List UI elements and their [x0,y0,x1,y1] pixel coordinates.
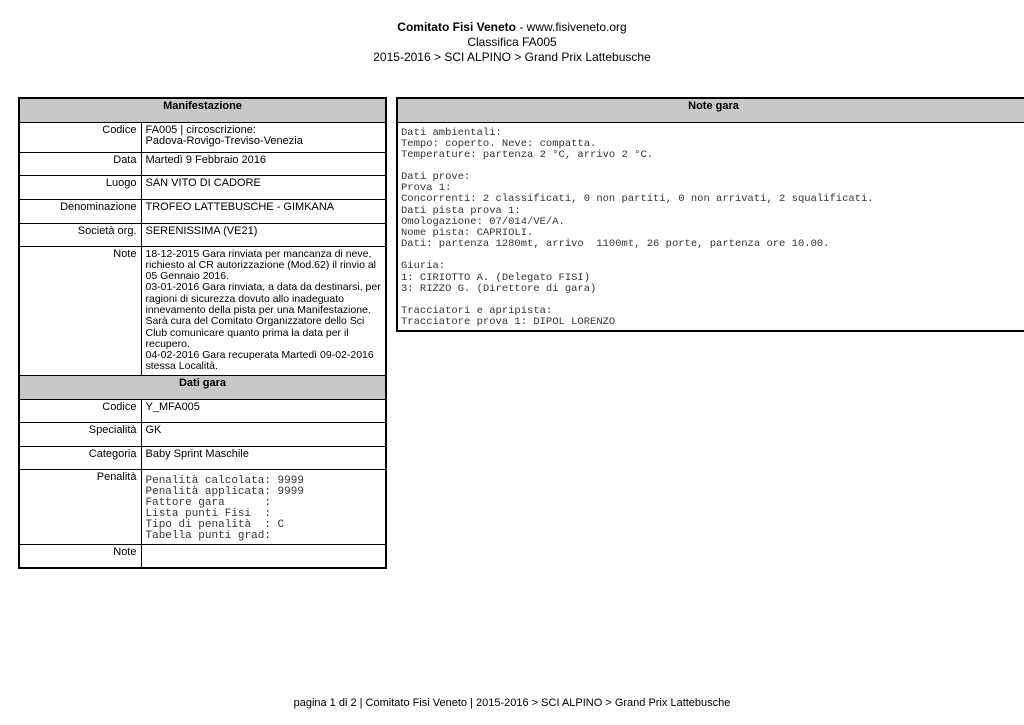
codice-value: FA005 | circoscrizione: Padova-Rovigo-Treviso-Venezia [141,122,386,152]
categoria-label: Categoria [19,446,141,469]
societa-label: Società org. [19,223,141,246]
gara-codice-value: Y_MFA005 [141,399,386,422]
categoria-value: Baby Sprint Maschile [141,446,386,469]
gara-codice-label: Codice [19,399,141,422]
denominazione-label: Denominazione [19,199,141,223]
societa-value: SERENISSIMA (VE21) [141,223,386,246]
header-title-line [0,20,1024,34]
note-value: 18-12-2015 Gara rinviata per mancanza di neve, richiesto al CR autorizzazione (Mod.62) il rinvio al 05 Gennaio 2016. 03-01-2016 Gara rinviata, a data da destinarsi, per ragioni di sicurezza dovuto allo inadeguato innevamento della pista per una Manifestazione. Sarà cura del Comitato Organizzatore dello Sci Club comunicare quanto prima la data per il recupero. 04-02-2016 Gara recuperata Martedì 09-02-2016 stessa Località. [141,246,386,375]
classifica-title: Classifica FA005 [467,35,557,49]
page-footer: pagina 1 di 2 | Comitato Fisi Veneto | 2015-2016 > SCI ALPINO > Grand Prix Lattebusche [293,697,731,709]
note-gara-heading: Note gara [397,98,1024,122]
denominazione-value: TROFEO LATTEBUSCHE - GIMKANA [141,199,386,223]
org-name: Comitato Fisi Veneto [397,20,516,34]
org-site: - www.fisiveneto.org [515,20,627,34]
specialita-value: GK [141,422,386,446]
gara-note-label: Note [19,544,141,568]
note-gara-table [396,97,1024,332]
data-label: Data [19,152,141,175]
note-label: Note [19,246,141,375]
manifestazione-table [18,97,387,569]
breadcrumb-path: 2015-2016 > SCI ALPINO > Grand Prix Lattebusche [373,50,651,64]
luogo-value: SAN VITO DI CADORE [141,175,386,199]
penalita-value: Penalità calcolata: 9999 Penalità applicata: 9999 Fattore gara : Lista punti Fisi : Tipo di penalità : C Tabella punti grad: [145,474,304,542]
data-value: Martedì 9 Febbraio 2016 [141,152,386,175]
codice-label: Codice [19,122,141,152]
manifestazione-heading: Manifestazione [19,98,386,122]
note-gara-text: Dati ambientali: Tempo: coperto. Neve: compatta. Temperature: partenza 2 °C, arrivo 2 °C. Dati prove: Prova 1: Concorrenti: 2 classificati, 0 non partiti, 0 non arrivati, 2 squalificati. Dati pista prova 1: Omologazione: 07/014/VE/A. Nome pista: CAPRIOLI. Dati: partenza 1280mt, arrivo 1100mt, 26 porte, partenza ore 10.00. Giuria: 1: CIRIOTTO A. (Delegato FISI) 3: RIZZO G. (Direttore di gara) Tracciatori e apripista: Tracciatore prova 1: DIPOL LORENZO [401,126,874,329]
penalita-label: Penalità [19,469,141,544]
dati-gara-heading: Dati gara [19,375,386,399]
specialita-label: Specialità [19,422,141,446]
luogo-label: Luogo [19,175,141,199]
gara-note-value [141,544,386,568]
